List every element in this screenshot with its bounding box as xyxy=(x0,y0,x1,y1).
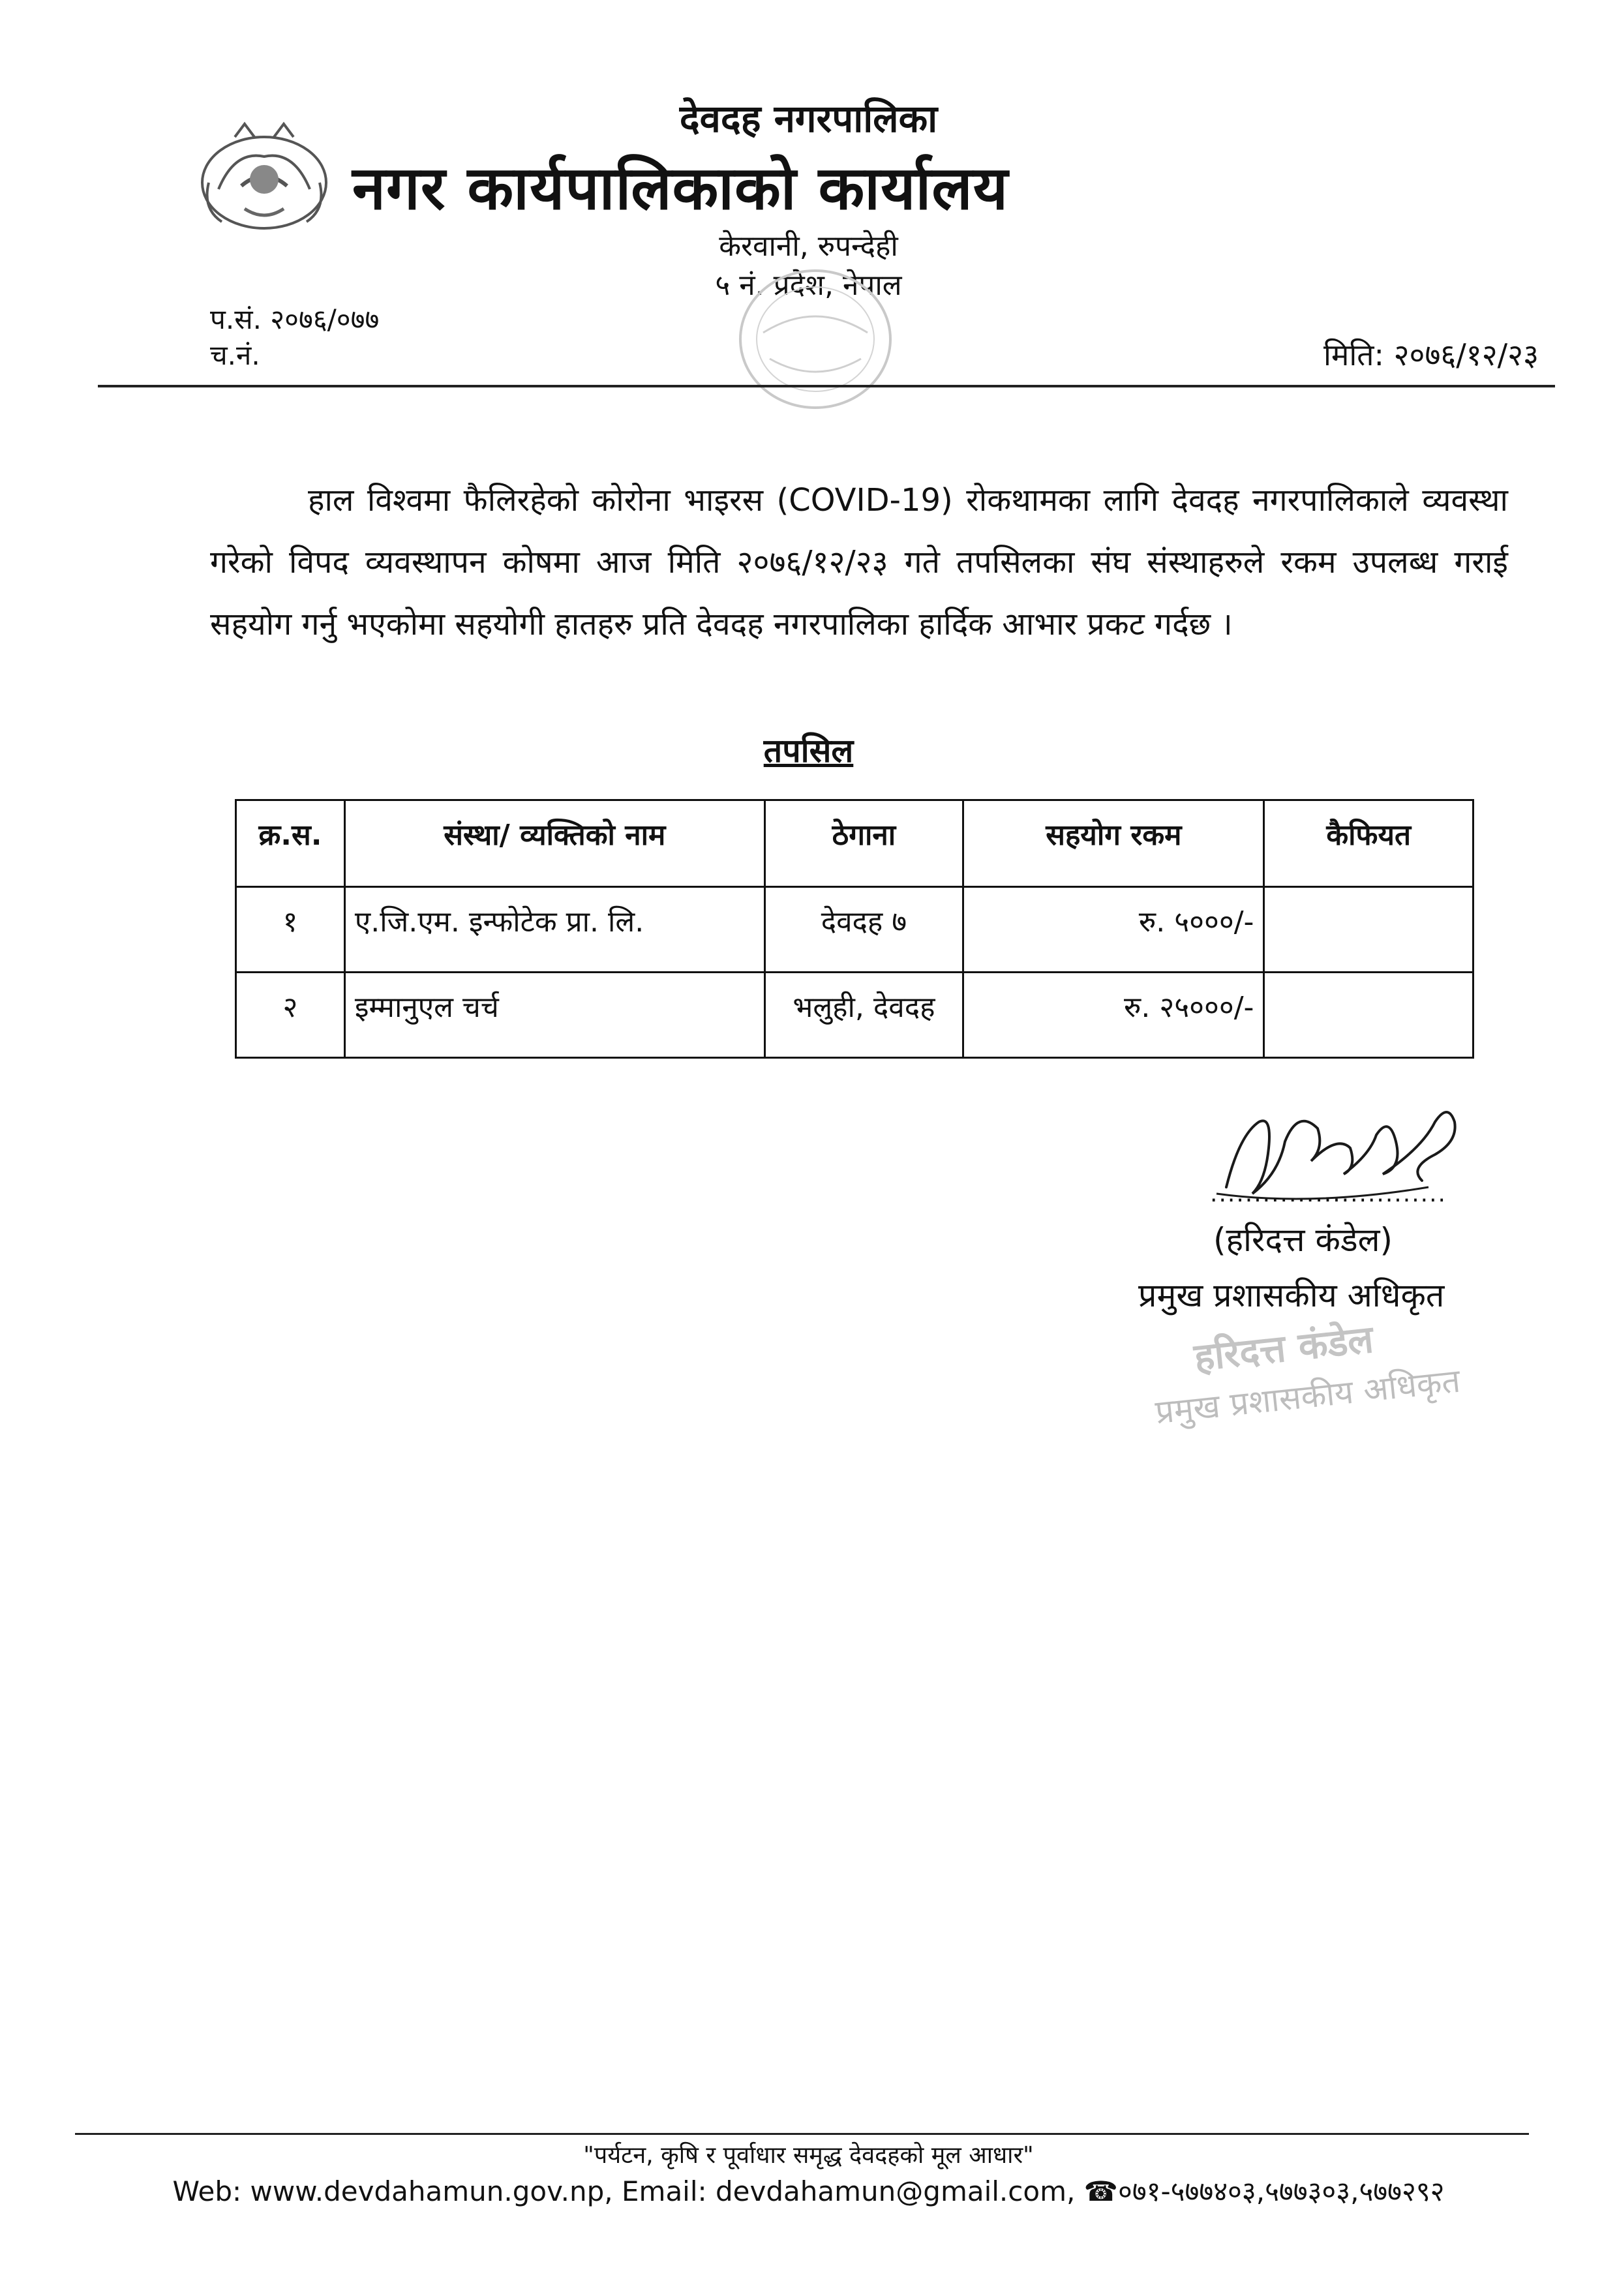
signatory-designation: प्रमुख प्रशासकीय अधिकृत xyxy=(1138,1276,1445,1314)
footer-motto: "पर्यटन, कृषि र पूर्वाधार समृद्ध देवदहको मूल आधार" xyxy=(583,2142,1034,2169)
address-line-1: केरवानी, रुपन्देही xyxy=(719,230,898,263)
address-line-2: ५ नं. प्रदेश, नेपाल xyxy=(715,269,902,302)
details-heading: तपसिल xyxy=(763,732,854,770)
cell-address: देवदह ७ xyxy=(764,887,963,973)
cell-address: भलुही, देवदह xyxy=(764,973,963,1058)
header-serial: क्र.स. xyxy=(236,800,345,887)
municipality-name: देवदह नगरपालिका xyxy=(679,97,938,141)
cell-name: ए.जि.एम. इन्फोटेक प्रा. लि. xyxy=(344,887,764,973)
header-amount: सहयोग रकम xyxy=(963,800,1264,887)
cell-name: इम्मानुएल चर्च xyxy=(344,973,764,1058)
signature-line: ........................... xyxy=(1210,1181,1447,1207)
letter-body: हाल विश्वमा फैलिरहेको कोरोना भाइरस (COVID-19) रोकथामका लागि देवदह नगरपालिकाले व्यवस्था गरेको विपद व्यवस्थापन कोषमा आज मिति २०७६/१२/२३ गते तपसिलका संघ संस्थाहरुले रकम उपलब्ध गराई सहयोग गर्नु भएकोमा सहयोगी हातहरु प्रति देवदह नगरपालिका हार्दिक आभार प्रकट गर्दछ । xyxy=(210,482,1508,642)
reference-number: प.सं. २०७६/०७७ xyxy=(210,303,380,335)
header-name: संस्था/ व्यक्तिको नाम xyxy=(344,800,764,887)
cell-serial: १ xyxy=(236,887,345,973)
footer-contact: Web: www.devdahamun.gov.np, Email: devdahamun@gmail.com, ☎०७१-५७७४०३,५७७३०३,५७७२९२ xyxy=(172,2175,1445,2207)
office-title: नगर कार्यपालिकाको कार्यालय xyxy=(352,153,1009,223)
header-divider xyxy=(98,385,1555,387)
dispatch-number: च.नं. xyxy=(210,339,260,371)
stamp-designation: प्रमुख प्रशासकीय अधिकृत xyxy=(1153,1361,1462,1432)
cell-amount: रु. २५०००/- xyxy=(963,973,1264,1058)
office-seal-stamp-icon xyxy=(731,261,900,417)
signatory-name: (हरिदत्त कंडेल) xyxy=(1213,1221,1393,1259)
donation-table xyxy=(235,799,1474,1059)
header-remarks: कैफियत xyxy=(1264,800,1473,887)
table-row xyxy=(236,887,1473,973)
cell-serial: २ xyxy=(236,973,345,1058)
cell-remarks xyxy=(1264,973,1473,1058)
table-header-row xyxy=(236,800,1473,887)
header-address: ठेगाना xyxy=(764,800,963,887)
table-row xyxy=(236,973,1473,1058)
letter-date: मिति: २०७६/१२/२३ xyxy=(1323,337,1539,372)
stamp-name: हरिदत्त कंडेल xyxy=(1192,1316,1376,1380)
cell-remarks xyxy=(1264,887,1473,973)
cell-amount: रु. ५०००/- xyxy=(963,887,1264,973)
footer-divider xyxy=(75,2133,1529,2135)
